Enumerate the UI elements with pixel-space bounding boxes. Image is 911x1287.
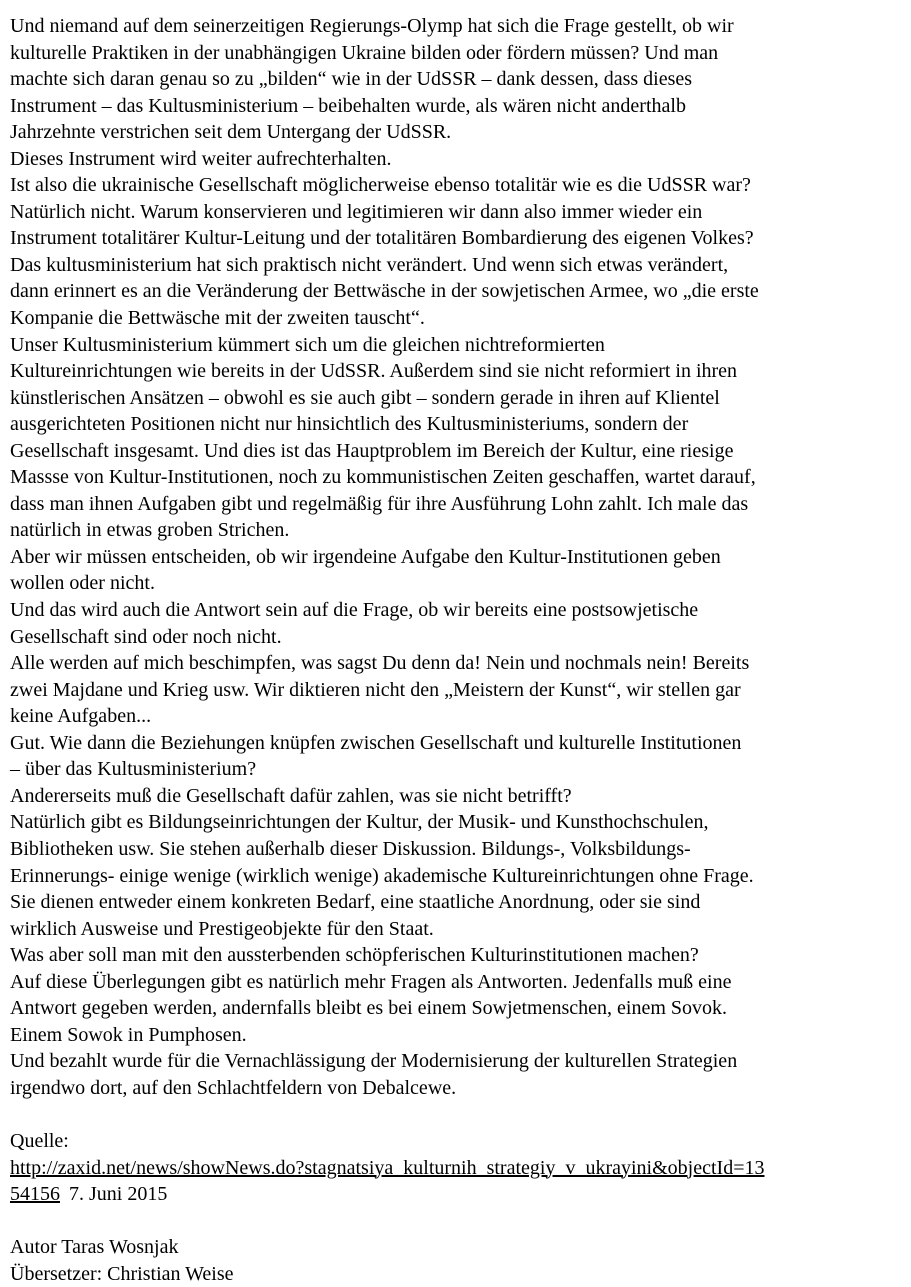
- text-line: Massse von Kultur-Institutionen, noch zu kommunistischen Zeiten geschaffen, wartet darauf,: [10, 466, 756, 489]
- text-line: Kompanie die Bettwäsche mit der zweiten tauscht“.: [10, 307, 425, 330]
- text-line: Unser Kultusministerium kümmert sich um die gleichen nichtreformierten: [10, 333, 605, 356]
- text-line: künstlerischen Ansätzen – obwohl es sie auch gibt – sondern gerade in ihren auf Klientel: [10, 386, 720, 409]
- text-line: natürlich in etwas groben Strichen.: [10, 519, 290, 542]
- text-line: wollen oder nicht.: [10, 572, 155, 595]
- text-line: Sie dienen entweder einem konkreten Bedarf, eine staatliche Anordnung, oder sie sind: [10, 891, 701, 914]
- text-line: dass man ihnen Aufgaben gibt und regelmäßig für ihre Ausführung Lohn zahlt. Ich male das: [10, 492, 749, 515]
- source-date: 7. Juni 2015: [69, 1183, 168, 1206]
- source-link-row-2: [10, 1181, 903, 1208]
- text-line: Antwort gegeben werden, andernfalls bleibt es bei einem Sowjetmenschen, einem Sovok.: [10, 997, 728, 1020]
- text-line: Das kultusministerium hat sich praktisch nicht verändert. Und wenn sich etwas verändert,: [10, 253, 729, 276]
- text-line: Gesellschaft sind oder noch nicht.: [10, 625, 282, 648]
- text-line: Einem Sowok in Pumphosen.: [10, 1023, 247, 1046]
- source-link-line1[interactable]: http://zaxid.net/news/showNews.do?stagnatsiya_kulturnih_strategiy_v_ukrayini&objectId=13: [10, 1156, 765, 1179]
- text-line: Natürlich gibt es Bildungseinrichtungen der Kultur, der Musik- und Kunsthochschulen,: [10, 811, 709, 834]
- text-line: Und niemand auf dem seinerzeitigen Regierungs-Olymp hat sich die Frage gestellt, ob wir: [10, 15, 734, 37]
- text-line: Ist also die ukrainische Gesellschaft möglicherweise ebenso totalitär wie es die UdSSR war?: [10, 174, 751, 197]
- text-line: kulturelle Praktiken in der unabhängigen Ukraine bilden oder fördern müssen? Und man: [10, 41, 719, 64]
- text-line: ausgerichteten Positionen nicht nur hinsichtlich des Kultusministeriums, sondern der: [10, 413, 689, 436]
- text-line: Erinnerungs- einige wenige (wirklich wenige) akademische Kultureinrichtungen ohne Frage.: [10, 864, 754, 887]
- text-line: Kultureinrichtungen wie bereits in der UdSSR. Außerdem sind sie nicht reformiert in ihren: [10, 360, 738, 383]
- text-line: keine Aufgaben...: [10, 705, 152, 728]
- source-link-row-1: [10, 1155, 903, 1182]
- text-line: Gesellschaft insgesamt. Und dies ist das Hauptproblem im Bereich der Kultur, eine riesige: [10, 439, 734, 462]
- text-line: Instrument – das Kultusministerium – beibehalten wurde, als wären nicht anderthalb: [10, 94, 686, 117]
- blank-line: [10, 1101, 903, 1128]
- source-link-line2[interactable]: 54156: [10, 1183, 60, 1206]
- text-line: Natürlich nicht. Warum konservieren und legitimieren wir dann also immer wieder ein: [10, 200, 703, 223]
- text-line: Alle werden auf mich beschimpfen, was sagst Du denn da! Nein und nochmals nein! Bereits: [10, 652, 750, 675]
- text-line: dann erinnert es an die Veränderung der Bettwäsche in der sowjetischen Armee, wo „die erste: [10, 280, 759, 303]
- author-line: Autor Taras Wosnjak: [10, 1236, 179, 1259]
- text-line: Was aber soll man mit den aussterbenden schöpferischen Kulturinstitutionen machen?: [10, 944, 699, 967]
- text-line: Aber wir müssen entscheiden, ob wir irgendeine Aufgabe den Kultur-Institutionen geben: [10, 545, 721, 568]
- text-line: Instrument totalitärer Kultur-Leitung und der totalitären Bombardierung des eigenen Volkes?: [10, 227, 754, 250]
- text-line: irgendwo dort, auf den Schlachtfeldern von Debalcewe.: [10, 1076, 457, 1099]
- source-label: Quelle:: [10, 1129, 69, 1152]
- blank-line: [10, 1208, 903, 1235]
- translator-line: Übersetzer: Christian Weise: [10, 1262, 234, 1285]
- text-line: Dieses Instrument wird weiter aufrechterhalten.: [10, 147, 392, 170]
- text-line: wirklich Ausweise und Prestigeobjekte für den Staat.: [10, 917, 434, 940]
- text-line: Gut. Wie dann die Beziehungen knüpfen zwischen Gesellschaft und kulturelle Institutionen: [10, 731, 742, 754]
- text-line: Und das wird auch die Antwort sein auf die Frage, ob wir bereits eine postsowjetische: [10, 599, 699, 622]
- text-line: zwei Majdane und Krieg usw. Wir diktieren nicht den „Meistern der Kunst“, wir stellen gar: [10, 678, 741, 701]
- text-line: Bibliotheken usw. Sie stehen außerhalb dieser Diskussion. Bildungs-, Volksbildungs-: [10, 837, 691, 860]
- text-line: machte sich daran genau so zu „bilden“ wie in der UdSSR – dank dessen, dass dieses: [10, 68, 693, 91]
- text-line: Andererseits muß die Gesellschaft dafür zahlen, was sie nicht betrifft?: [10, 784, 572, 807]
- text-line: Und bezahlt wurde für die Vernachlässigung der Modernisierung der kulturellen Strategien: [10, 1050, 738, 1073]
- text-line: Auf diese Überlegungen gibt es natürlich mehr Fragen als Antworten. Jedenfalls muß eine: [10, 970, 732, 993]
- text-line: – über das Kultusministerium?: [10, 758, 257, 781]
- text-line: Jahrzehnte verstrichen seit dem Untergang der UdSSR.: [10, 121, 452, 144]
- article-text: [10, 13, 903, 1101]
